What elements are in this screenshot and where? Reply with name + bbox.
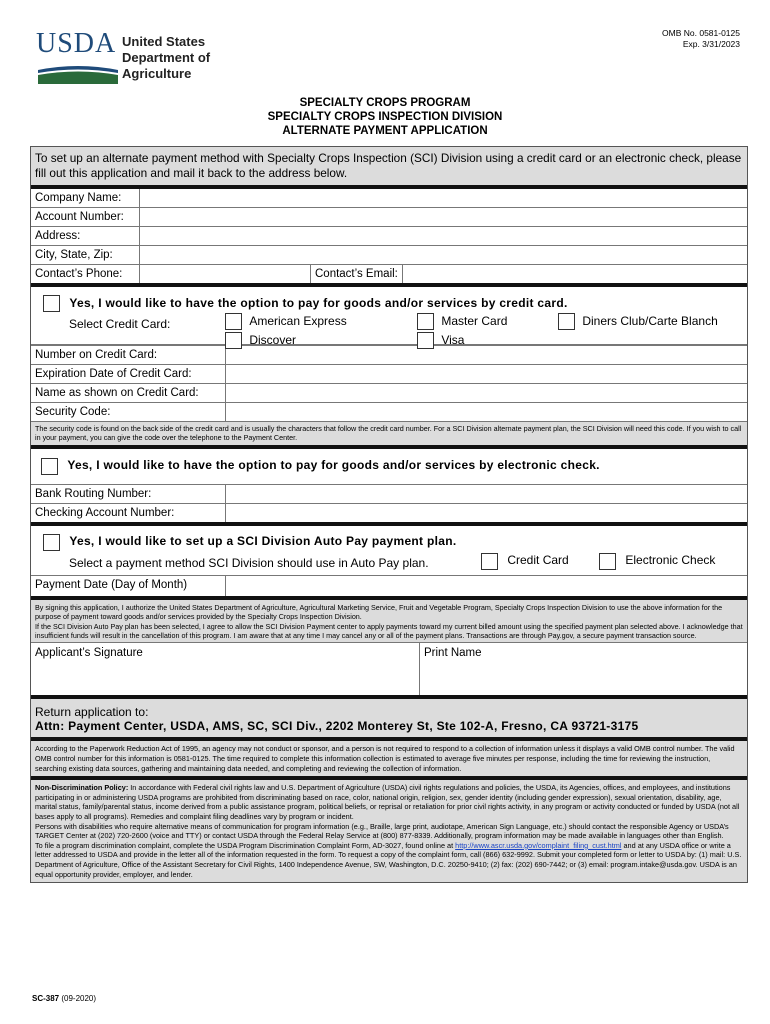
address-field[interactable] (139, 227, 747, 245)
org-line-2: Department of (122, 50, 211, 65)
account-label: Account Number: (35, 211, 124, 223)
nondiscrimination-p1: In accordance with Federal civil rights law and U.S. Department of Agriculture (USDA) civil rights regulations and policies, the USDA, its Agencies, offices, and employees, and institutions participating in or administering USDA programs are prohibited from discriminating based on race, color, national origin, religion, sex, gender identity (including gender expression), sexual orientation, disability, age, marital status, family/parental status, income derived from a public assistance program, political beliefs, or reprisal or retaliation for prior civil rights activity, in any program or activity conducted or funded by USDA (not all bases apply to all programs). Remedies and complaint filing deadlines vary by program or incident. (35, 783, 740, 821)
nondiscrimination-label: Non-Discrimination Policy: (35, 783, 129, 793)
applicant-signature-label: Applicant’s Signature (35, 647, 143, 660)
mastercard-label: Master Card (441, 313, 508, 328)
nondiscrimination-p2: Persons with disabilities who require alternative means of communication for program information (e.g., Braille, large print, audiotape, American Sign Language, etc.) should contact the responsible Agency or USDA’s TARGET Center at (202) 720-2600 (voice and TTY) or contact USDA through the Federal Relay Service at (800) 877-8339. Additionally, program information may be made available in languages other than English. (35, 821, 729, 841)
org-line-3: Agriculture (122, 66, 192, 81)
card-exp-row (31, 365, 747, 384)
autopay-section (31, 526, 747, 576)
autopay-checkbox[interactable] (43, 534, 60, 551)
autopay-heading: Yes, I would like to set up a SCI Division Auto Pay payment plan. (69, 534, 457, 549)
authorization-text (31, 600, 747, 644)
org-name (122, 34, 222, 82)
select-card-label: Select Credit Card: (69, 317, 171, 331)
city-row (31, 246, 747, 265)
omb-info (662, 28, 740, 50)
nondiscrimination-p3a: To file a program discrimination complaint, complete the USDA Program Discrimination Complaint Form, AD-3027, found online at (35, 840, 454, 850)
card-number-field[interactable] (225, 346, 747, 364)
credit-card-checkbox[interactable] (43, 295, 60, 312)
visa-checkbox[interactable] (417, 332, 434, 349)
credit-heading: Yes, I would like to have the option to pay for goods and/or services by credit card. (69, 295, 568, 310)
card-name-field[interactable] (225, 384, 747, 402)
payment-date-label: Payment Date (Day of Month) (35, 578, 188, 591)
application-form (30, 146, 748, 883)
logo-swoosh-icon (38, 64, 118, 84)
company-label: Company Name: (35, 192, 122, 204)
applicant-signature-field[interactable] (31, 643, 419, 695)
credit-section (31, 287, 747, 345)
visa-label: Visa (441, 332, 465, 347)
payment-date-row (31, 576, 747, 600)
security-field[interactable] (225, 403, 747, 421)
city-label: City, State, Zip: (35, 249, 113, 261)
city-field[interactable] (139, 246, 747, 264)
account-row (31, 208, 747, 227)
discover-checkbox[interactable] (225, 332, 242, 349)
echeck-checkbox[interactable] (41, 458, 58, 475)
diners-label: Diners Club/Carte Blanch (582, 313, 718, 328)
return-address-text: Attn: Payment Center, USDA, AMS, SC, SCI Div., 2202 Monterey St, Ste 102-A, Fresno, CA 93721-3175 (35, 719, 639, 734)
card-number-label: Number on Credit Card: (35, 349, 158, 361)
checking-field[interactable] (225, 504, 747, 522)
print-name-label: Print Name (424, 647, 482, 660)
email-field[interactable] (402, 265, 747, 283)
mastercard-checkbox[interactable] (417, 313, 434, 330)
signature-row (31, 643, 747, 699)
contact-row (31, 265, 747, 287)
diners-checkbox[interactable] (558, 313, 575, 330)
security-label: Security Code: (35, 406, 111, 418)
autopay-credit-label: Credit Card (507, 553, 569, 568)
authorization-p1: By signing this application, I authorize the United States Department of Agriculture, Agricultural Marketing Service, Fruit and Vegetable Program, Specialty Crops Inspection Division to use the above information for the purpose of payment toward goods and/or services provided by the Specialty Crops Inspection Division. (35, 602, 723, 622)
autopay-credit-checkbox[interactable] (481, 553, 498, 570)
checking-row (31, 504, 747, 526)
phone-label: Contact’s Phone: (35, 268, 123, 280)
complaint-form-link[interactable]: http://www.ascr.usda.gov/complaint_filing_cust.html (455, 840, 622, 850)
autopay-echeck-checkbox[interactable] (599, 553, 616, 570)
form-id-number: SC-387 (32, 994, 60, 1003)
routing-label: Bank Routing Number: (35, 487, 152, 500)
autopay-select-label: Select a payment method SCI Division should use in Auto Pay plan. (69, 555, 429, 570)
usda-logo (34, 28, 214, 84)
echeck-heading: Yes, I would like to have the option to pay for goods and/or services by electronic check. (67, 458, 600, 473)
omb-number: OMB No. 0581-0125 (662, 28, 740, 38)
routing-field[interactable] (225, 485, 747, 503)
form-title (0, 96, 770, 138)
phone-field[interactable] (139, 265, 310, 283)
return-address (31, 699, 747, 741)
address-label: Address: (35, 230, 81, 242)
amex-checkbox[interactable] (225, 313, 242, 330)
card-name-label: Name as shown on Credit Card: (35, 387, 199, 399)
title-line-2: SPECIALTY CROPS INSPECTION DIVISION (267, 111, 503, 123)
authorization-p2: If the SCI Division Auto Pay plan has been selected, I agree to allow the SCI Division Payment center to apply payments toward my current billed amount using the specified payment plan selected above. I acknowledge that insufficient funds will result in the cancellation of this program. I am aware that at any time I may cancel any or all of the payment plans. Transactions are through Pay.gov, a secure payment transaction source. (35, 621, 743, 641)
routing-row (31, 485, 747, 504)
card-exp-field[interactable] (225, 365, 747, 383)
return-label: Return application to: (35, 705, 149, 720)
email-label: Contact’s Email: (310, 265, 402, 283)
org-line-1: United States (122, 34, 206, 49)
account-field[interactable] (139, 208, 747, 226)
paperwork-notice: According to the Paperwork Reduction Act of 1995, an agency may not conduct or sponsor, and a person is not required to respond to a collection of information unless it displays a valid OMB control number. The valid OMB control number for this information is 0581-0125. The time required to complete this information collection is estimated to average five minutes per response, including the time for reviewing the instruction, searching existing data sources, gathering and maintaining data needed, and completing and reviewing the collection of information. (31, 741, 747, 780)
company-row (31, 189, 747, 208)
card-exp-label: Expiration Date of Credit Card: (35, 368, 192, 380)
print-name-field[interactable] (419, 643, 747, 695)
card-number-row (31, 345, 747, 365)
omb-expiration: Exp. 3/31/2023 (682, 39, 740, 49)
form-id (32, 994, 96, 1003)
payment-date-field[interactable] (225, 576, 747, 596)
title-line-3: ALTERNATE PAYMENT APPLICATION (282, 125, 488, 137)
address-row (31, 227, 747, 246)
security-note: The security code is found on the back side of the credit card and is usually the characters that follow the credit card number. For a SCI Division alternate payment plan, the SCI Division will need this code. If you wish to call in your payment, you can give the code over the telephone to the Payment Center. (31, 422, 747, 449)
logo-text: USDA (36, 28, 117, 59)
discover-label: Discover (249, 332, 297, 347)
form-id-date: (09-2020) (61, 994, 97, 1003)
nondiscrimination-p3b: and at any USDA office or write a letter addressed to USDA and provide in the letter all of the information requested in the form. To request a copy of the complaint form, call (866) 632-9992. Submit your completed form or letter to USDA by: (1) mail: U.S. Department of Agriculture, Office of the Assistant Secretary for Civil Rights, 1400 Independence Avenue, SW, Washington, D.C. 20250-9410; (2) fax: (202) 690-7442; or (3) email: program.intake@usda.gov. USDA is an equal opportunity provider, employer, and lender. (35, 840, 742, 879)
company-field[interactable] (139, 189, 747, 207)
checking-label: Checking Account Number: (35, 506, 175, 519)
title-line-1: SPECIALTY CROPS PROGRAM (299, 97, 471, 109)
intro-text: To set up an alternate payment method with Specialty Crops Inspection (SCI) Division using a credit card or an electronic check, please fill out this application and mail it back to the address below. (31, 147, 747, 189)
echeck-section (31, 449, 747, 485)
nondiscrimination-notice (31, 780, 747, 882)
autopay-echeck-label: Electronic Check (625, 553, 716, 568)
security-row (31, 403, 747, 422)
card-name-row (31, 384, 747, 403)
amex-label: American Express (249, 313, 347, 328)
